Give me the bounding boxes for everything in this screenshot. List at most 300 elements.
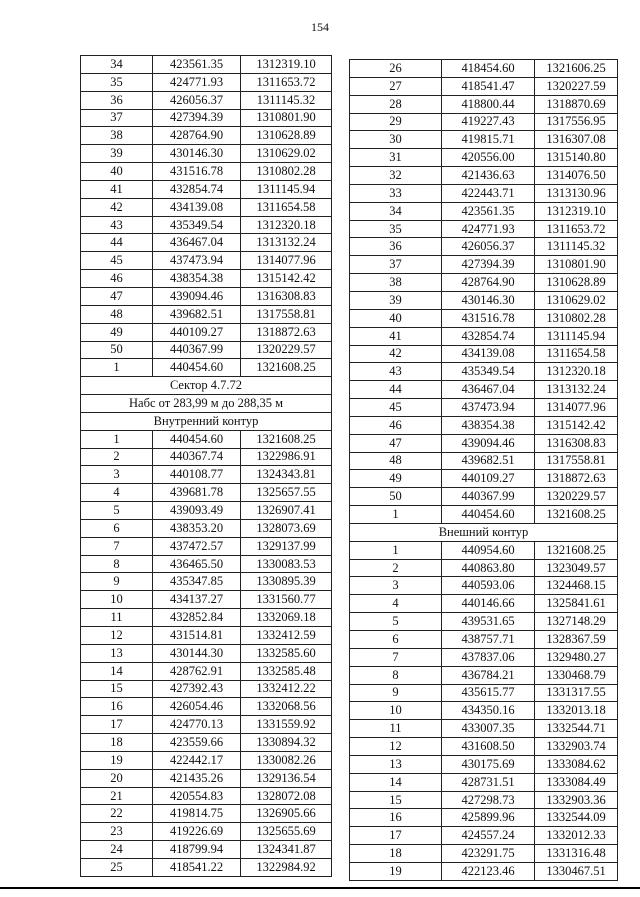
table-row: [81, 323, 332, 341]
table-row: [81, 698, 332, 716]
y-coordinate: 1311654.58: [241, 198, 332, 216]
x-coordinate: 431516.78: [442, 309, 535, 327]
point-number: 32: [350, 167, 442, 185]
x-coordinate: 440367.99: [153, 341, 241, 359]
table-row: [350, 595, 618, 613]
table-row: [81, 127, 332, 145]
table-row: [81, 484, 332, 502]
y-coordinate: 1318872.63: [535, 470, 618, 488]
x-coordinate: 435349.54: [442, 363, 535, 381]
table-row: [81, 341, 332, 359]
x-coordinate: 439093.49: [153, 502, 241, 520]
table-row: [81, 448, 332, 466]
table-row: [81, 805, 332, 823]
table-row: [350, 827, 618, 845]
point-number: 37: [81, 109, 153, 127]
x-coordinate: 424771.93: [153, 73, 241, 91]
table-row: [81, 91, 332, 109]
point-number: 12: [350, 738, 442, 756]
x-coordinate: 437837.06: [442, 648, 535, 666]
point-number: 1: [350, 541, 442, 559]
point-number: 40: [81, 163, 153, 181]
point-number: 14: [81, 662, 153, 680]
page-number: 154: [311, 20, 329, 34]
point-number: 30: [350, 131, 442, 149]
point-number: 40: [350, 309, 442, 327]
x-coordinate: 435615.77: [442, 684, 535, 702]
y-coordinate: 1330894.32: [241, 734, 332, 752]
table-row: [350, 95, 618, 113]
x-coordinate: 439094.46: [153, 287, 241, 305]
x-coordinate: 426056.37: [442, 238, 535, 256]
y-coordinate: 1310801.90: [535, 256, 618, 274]
x-coordinate: 423291.75: [442, 845, 535, 863]
page-bottom-rule: [0, 887, 640, 889]
x-coordinate: 420556.00: [442, 149, 535, 167]
x-coordinate: 428764.90: [153, 127, 241, 145]
x-coordinate: 438757.71: [442, 631, 535, 649]
table-row: [350, 202, 618, 220]
y-coordinate: 1310628.89: [535, 274, 618, 292]
point-number: 11: [81, 609, 153, 627]
y-coordinate: 1332412.22: [241, 680, 332, 698]
x-coordinate: 440954.60: [442, 541, 535, 559]
y-coordinate: 1332544.71: [535, 720, 618, 738]
y-coordinate: 1317556.95: [535, 113, 618, 131]
table-row: [350, 452, 618, 470]
y-coordinate: 1328072.08: [241, 787, 332, 805]
x-coordinate: 440109.27: [442, 470, 535, 488]
y-coordinate: 1315142.42: [241, 270, 332, 288]
x-coordinate: 419815.71: [442, 131, 535, 149]
x-coordinate: 432854.74: [442, 327, 535, 345]
x-coordinate: 428762.91: [153, 662, 241, 680]
table-row: [350, 862, 618, 880]
table-row: [81, 858, 332, 876]
y-coordinate: 1332068.56: [241, 698, 332, 716]
coordinates-table-right: [349, 59, 618, 881]
x-coordinate: 440367.74: [153, 448, 241, 466]
x-coordinate: 440454.60: [153, 359, 241, 377]
point-number: 13: [81, 644, 153, 662]
point-number: 18: [81, 734, 153, 752]
x-coordinate: 436465.50: [153, 555, 241, 573]
y-coordinate: 1314076.50: [535, 167, 618, 185]
point-number: 1: [350, 506, 442, 524]
x-coordinate: 419814.75: [153, 805, 241, 823]
point-number: 9: [81, 573, 153, 591]
point-number: 18: [350, 845, 442, 863]
table-row: [350, 77, 618, 95]
coordinates-table-left: [80, 55, 332, 877]
y-coordinate: 1317558.81: [535, 452, 618, 470]
point-number: 38: [81, 127, 153, 145]
table-row: [350, 256, 618, 274]
point-number: 42: [350, 345, 442, 363]
section-heading-row: [81, 377, 332, 395]
table-row: [81, 662, 332, 680]
x-coordinate: 419227.43: [442, 113, 535, 131]
point-number: 19: [350, 862, 442, 880]
point-number: 2: [81, 448, 153, 466]
y-coordinate: 1316308.83: [241, 287, 332, 305]
y-coordinate: 1315142.42: [535, 416, 618, 434]
point-number: 49: [81, 323, 153, 341]
point-number: 2: [350, 559, 442, 577]
y-coordinate: 1324341.87: [241, 841, 332, 859]
point-number: 7: [350, 648, 442, 666]
x-coordinate: 431516.78: [153, 163, 241, 181]
x-coordinate: 420554.83: [153, 787, 241, 805]
point-number: 41: [81, 180, 153, 198]
y-coordinate: 1332903.74: [535, 738, 618, 756]
y-coordinate: 1322986.91: [241, 448, 332, 466]
table-row: [81, 591, 332, 609]
point-number: 46: [81, 270, 153, 288]
x-coordinate: 427298.73: [442, 791, 535, 809]
point-number: 34: [350, 202, 442, 220]
x-coordinate: 436784.21: [442, 666, 535, 684]
y-coordinate: 1315140.80: [535, 149, 618, 167]
point-number: 47: [350, 434, 442, 452]
table-row: [81, 519, 332, 537]
x-coordinate: 433007.35: [442, 720, 535, 738]
x-coordinate: 440367.99: [442, 488, 535, 506]
x-coordinate: 440454.60: [442, 506, 535, 524]
table-row: [350, 327, 618, 345]
x-coordinate: 421436.63: [442, 167, 535, 185]
x-coordinate: 432852.84: [153, 609, 241, 627]
x-coordinate: 428731.51: [442, 773, 535, 791]
x-coordinate: 427394.39: [153, 109, 241, 127]
x-coordinate: 439681.78: [153, 484, 241, 502]
point-number: 36: [81, 91, 153, 109]
table-row: [350, 702, 618, 720]
x-coordinate: 422123.46: [442, 862, 535, 880]
point-number: 47: [81, 287, 153, 305]
x-coordinate: 432854.74: [153, 180, 241, 198]
x-coordinate: 440108.77: [153, 466, 241, 484]
table-row: [81, 734, 332, 752]
y-coordinate: 1331317.55: [535, 684, 618, 702]
x-coordinate: 439094.46: [442, 434, 535, 452]
y-coordinate: 1333084.62: [535, 755, 618, 773]
point-number: 14: [350, 773, 442, 791]
point-number: 25: [81, 858, 153, 876]
x-coordinate: 418800.44: [442, 95, 535, 113]
x-coordinate: 434137.27: [153, 591, 241, 609]
y-coordinate: 1329136.54: [241, 769, 332, 787]
table-row: [350, 684, 618, 702]
table-row: [81, 716, 332, 734]
point-number: 13: [350, 755, 442, 773]
table-row: [350, 631, 618, 649]
x-coordinate: 431514.81: [153, 627, 241, 645]
table-row: [350, 399, 618, 417]
table-row: [350, 577, 618, 595]
y-coordinate: 1321608.25: [241, 359, 332, 377]
point-number: 31: [350, 149, 442, 167]
y-coordinate: 1311145.32: [535, 238, 618, 256]
point-number: 8: [81, 555, 153, 573]
table-row: [350, 506, 618, 524]
point-number: 39: [350, 291, 442, 309]
x-coordinate: 434139.08: [442, 345, 535, 363]
point-number: 16: [350, 809, 442, 827]
x-coordinate: 436467.04: [442, 381, 535, 399]
y-coordinate: 1330895.39: [241, 573, 332, 591]
point-number: 15: [81, 680, 153, 698]
y-coordinate: 1311653.72: [535, 220, 618, 238]
table-row: [81, 216, 332, 234]
point-number: 48: [350, 452, 442, 470]
table-row: [350, 291, 618, 309]
point-number: 11: [350, 720, 442, 738]
table-row: [81, 56, 332, 74]
table-row: [350, 648, 618, 666]
y-coordinate: 1310628.89: [241, 127, 332, 145]
y-coordinate: 1313132.24: [535, 381, 618, 399]
x-coordinate: 434350.16: [442, 702, 535, 720]
point-number: 35: [81, 73, 153, 91]
y-coordinate: 1311145.32: [241, 91, 332, 109]
y-coordinate: 1320229.57: [535, 488, 618, 506]
y-coordinate: 1310802.28: [241, 163, 332, 181]
point-number: 27: [350, 77, 442, 95]
point-number: 50: [81, 341, 153, 359]
table-row: [81, 198, 332, 216]
table-row: [81, 430, 332, 448]
x-coordinate: 440146.66: [442, 595, 535, 613]
table-row: [81, 609, 332, 627]
point-number: 36: [350, 238, 442, 256]
x-coordinate: 434139.08: [153, 198, 241, 216]
y-coordinate: 1320227.59: [535, 77, 618, 95]
x-coordinate: 424770.13: [153, 716, 241, 734]
point-number: 12: [81, 627, 153, 645]
point-number: 1: [81, 430, 153, 448]
table-row: [81, 305, 332, 323]
table-row: [81, 163, 332, 181]
y-coordinate: 1316307.08: [535, 131, 618, 149]
y-coordinate: 1321606.25: [535, 60, 618, 78]
x-coordinate: 440109.27: [153, 323, 241, 341]
y-coordinate: 1332412.59: [241, 627, 332, 645]
table-row: [350, 184, 618, 202]
y-coordinate: 1310629.02: [535, 291, 618, 309]
x-coordinate: 439531.65: [442, 613, 535, 631]
table-row: [350, 720, 618, 738]
table-row: [81, 841, 332, 859]
y-coordinate: 1332544.09: [535, 809, 618, 827]
table-row: [350, 167, 618, 185]
y-coordinate: 1330468.79: [535, 666, 618, 684]
x-coordinate: 418541.47: [442, 77, 535, 95]
point-number: 7: [81, 537, 153, 555]
table-row: [350, 363, 618, 381]
table-row: [81, 787, 332, 805]
point-number: 39: [81, 145, 153, 163]
point-number: 48: [81, 305, 153, 323]
y-coordinate: 1329137.99: [241, 537, 332, 555]
point-number: 42: [81, 198, 153, 216]
table-row: [350, 666, 618, 684]
section-heading-row: [81, 395, 332, 413]
y-coordinate: 1325841.61: [535, 595, 618, 613]
point-number: 35: [350, 220, 442, 238]
y-coordinate: 1311145.94: [241, 180, 332, 198]
y-coordinate: 1332585.60: [241, 644, 332, 662]
x-coordinate: 440863.80: [442, 559, 535, 577]
table-row: [350, 738, 618, 756]
section-heading: Сектор 4.7.72: [81, 377, 332, 395]
point-number: 22: [81, 805, 153, 823]
y-coordinate: 1314077.96: [535, 399, 618, 417]
y-coordinate: 1326905.66: [241, 805, 332, 823]
x-coordinate: 437472.57: [153, 537, 241, 555]
table-row: [350, 416, 618, 434]
table-row: [350, 220, 618, 238]
x-coordinate: 431608.50: [442, 738, 535, 756]
point-number: 41: [350, 327, 442, 345]
x-coordinate: 424557.24: [442, 827, 535, 845]
x-coordinate: 426054.46: [153, 698, 241, 716]
y-coordinate: 1318870.69: [535, 95, 618, 113]
y-coordinate: 1313132.24: [241, 234, 332, 252]
y-coordinate: 1331316.48: [535, 845, 618, 863]
y-coordinate: 1324343.81: [241, 466, 332, 484]
point-number: 50: [350, 488, 442, 506]
y-coordinate: 1323049.57: [535, 559, 618, 577]
y-coordinate: 1314077.96: [241, 252, 332, 270]
x-coordinate: 430146.30: [442, 291, 535, 309]
table-row: [350, 131, 618, 149]
x-coordinate: 427392.43: [153, 680, 241, 698]
x-coordinate: 440593.06: [442, 577, 535, 595]
point-number: 45: [81, 252, 153, 270]
table-row: [350, 238, 618, 256]
point-number: 5: [81, 502, 153, 520]
y-coordinate: 1325655.69: [241, 823, 332, 841]
table-row: [81, 180, 332, 198]
y-coordinate: 1310629.02: [241, 145, 332, 163]
y-coordinate: 1330082.26: [241, 751, 332, 769]
point-number: 3: [350, 577, 442, 595]
table-row: [350, 345, 618, 363]
y-coordinate: 1324468.15: [535, 577, 618, 595]
y-coordinate: 1320229.57: [241, 341, 332, 359]
table-row: [350, 755, 618, 773]
section-heading: Внутренний контур: [81, 412, 332, 430]
point-number: 17: [350, 827, 442, 845]
x-coordinate: 422443.71: [442, 184, 535, 202]
table-row: [81, 252, 332, 270]
table-row: [81, 573, 332, 591]
y-coordinate: 1328073.69: [241, 519, 332, 537]
point-number: 17: [81, 716, 153, 734]
y-coordinate: 1326907.41: [241, 502, 332, 520]
point-number: 4: [81, 484, 153, 502]
table-row: [81, 109, 332, 127]
y-coordinate: 1332013.18: [535, 702, 618, 720]
point-number: 49: [350, 470, 442, 488]
y-coordinate: 1321608.25: [535, 541, 618, 559]
y-coordinate: 1310801.90: [241, 109, 332, 127]
point-number: 26: [350, 60, 442, 78]
x-coordinate: 426056.37: [153, 91, 241, 109]
y-coordinate: 1313130.96: [535, 184, 618, 202]
point-number: 34: [81, 56, 153, 74]
table-row: [81, 73, 332, 91]
point-number: 6: [81, 519, 153, 537]
section-heading: Набс от 283,99 м до 288,35 м: [81, 395, 332, 413]
x-coordinate: 418454.60: [442, 60, 535, 78]
table-row: [350, 381, 618, 399]
point-number: 46: [350, 416, 442, 434]
table-row: [81, 287, 332, 305]
point-number: 28: [350, 95, 442, 113]
y-coordinate: 1312320.18: [241, 216, 332, 234]
point-number: 9: [350, 684, 442, 702]
point-number: 1: [81, 359, 153, 377]
table-row: [350, 541, 618, 559]
y-coordinate: 1322984.92: [241, 858, 332, 876]
x-coordinate: 427394.39: [442, 256, 535, 274]
table-row: [350, 791, 618, 809]
point-number: 20: [81, 769, 153, 787]
table-row: [81, 502, 332, 520]
x-coordinate: 428764.90: [442, 274, 535, 292]
x-coordinate: 436467.04: [153, 234, 241, 252]
point-number: 37: [350, 256, 442, 274]
table-row: [350, 559, 618, 577]
table-row: [81, 466, 332, 484]
table-row: [350, 773, 618, 791]
point-number: 43: [81, 216, 153, 234]
x-coordinate: 418541.22: [153, 858, 241, 876]
point-number: 16: [81, 698, 153, 716]
x-coordinate: 437473.94: [153, 252, 241, 270]
point-number: 23: [81, 823, 153, 841]
table-row: [81, 537, 332, 555]
table-row: [81, 769, 332, 787]
point-number: 24: [81, 841, 153, 859]
y-coordinate: 1311654.58: [535, 345, 618, 363]
table-row: [350, 470, 618, 488]
x-coordinate: 438354.38: [153, 270, 241, 288]
x-coordinate: 423559.66: [153, 734, 241, 752]
y-coordinate: 1311145.94: [535, 327, 618, 345]
y-coordinate: 1318872.63: [241, 323, 332, 341]
table-row: [81, 234, 332, 252]
point-number: 29: [350, 113, 442, 131]
y-coordinate: 1331559.92: [241, 716, 332, 734]
x-coordinate: 421435.26: [153, 769, 241, 787]
x-coordinate: 424771.93: [442, 220, 535, 238]
table-row: [350, 613, 618, 631]
x-coordinate: 423561.35: [153, 56, 241, 74]
y-coordinate: 1332012.33: [535, 827, 618, 845]
x-coordinate: 430175.69: [442, 755, 535, 773]
point-number: 19: [81, 751, 153, 769]
section-heading-row: [350, 523, 618, 541]
point-number: 44: [350, 381, 442, 399]
y-coordinate: 1325657.55: [241, 484, 332, 502]
y-coordinate: 1312319.10: [241, 56, 332, 74]
point-number: 3: [81, 466, 153, 484]
y-coordinate: 1316308.83: [535, 434, 618, 452]
table-row: [81, 751, 332, 769]
